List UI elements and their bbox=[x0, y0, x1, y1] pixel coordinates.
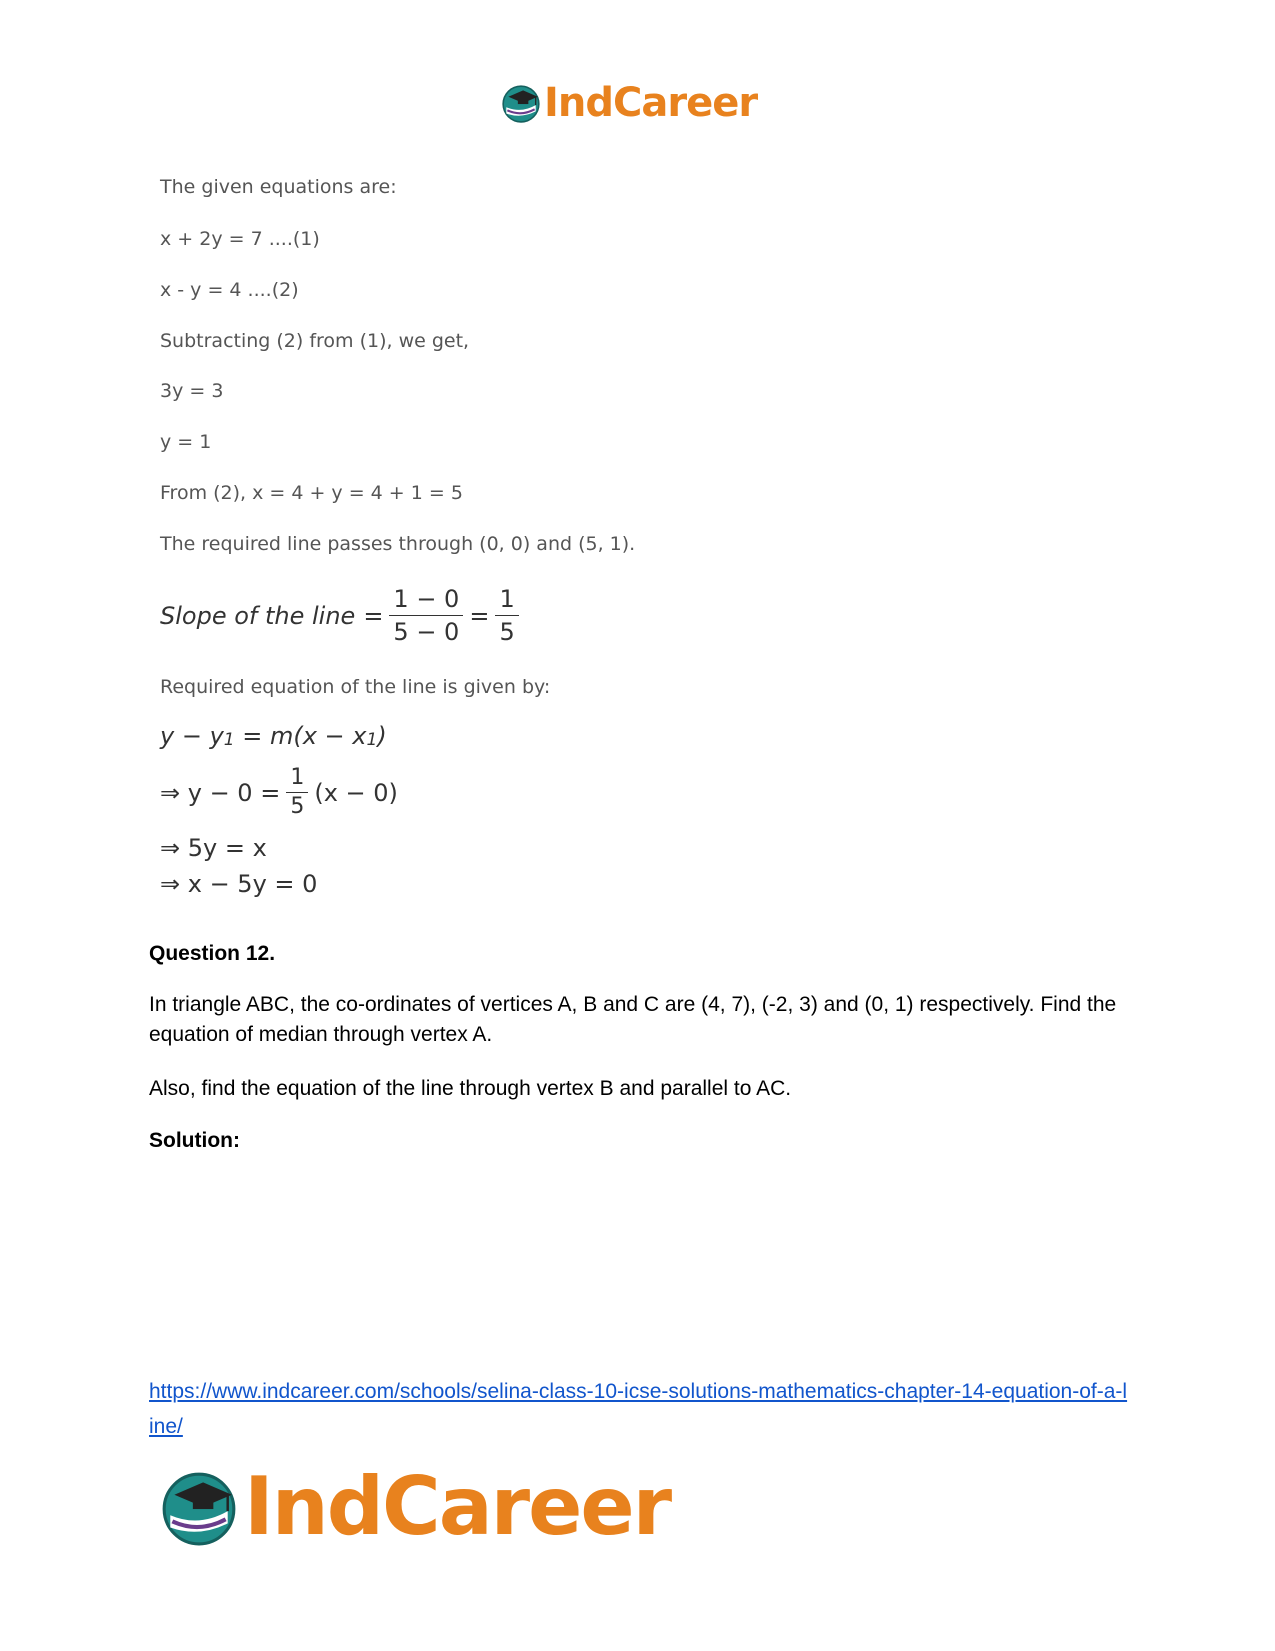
equals-sign: = bbox=[363, 601, 384, 630]
graduation-cap-book-globe-icon bbox=[500, 82, 542, 124]
step-required-equation: Required equation of the line is given by: bbox=[160, 676, 551, 698]
derivation-text: = m(x − x bbox=[234, 722, 367, 750]
derivation-line-2 bbox=[160, 766, 398, 819]
fraction-denominator: 5 − 0 bbox=[393, 618, 460, 646]
question-text-2: Also, find the equation of the line through vertex B and parallel to AC. bbox=[149, 1077, 792, 1100]
derivation-text: ) bbox=[377, 722, 387, 750]
step-y: y = 1 bbox=[160, 431, 212, 453]
derivation-text: y − y bbox=[160, 722, 224, 750]
question-text-1: In triangle ABC, the co-ordinates of vertices A, B and C are (4, 7), (-2, 3) and (0, 1) respectively. Find the equation of median through vertex A. bbox=[149, 993, 1117, 1046]
header-logo bbox=[500, 78, 757, 128]
equals-sign: = bbox=[469, 601, 490, 630]
fraction-denominator: 5 bbox=[499, 618, 515, 646]
step-points: The required line passes through (0, 0) and (5, 1). bbox=[160, 533, 636, 555]
slope-fraction-2 bbox=[495, 585, 518, 646]
derivation-fraction bbox=[286, 766, 308, 819]
question-heading: Question 12. bbox=[149, 942, 276, 965]
fraction-numerator: 1 − 0 bbox=[389, 585, 463, 616]
derivation-text: (x − 0) bbox=[314, 778, 398, 807]
derivation-line-3: ⇒ 5y = x bbox=[160, 834, 267, 862]
slope-label: Slope of the line bbox=[160, 601, 356, 630]
graduation-cap-book-globe-icon bbox=[158, 1466, 240, 1548]
source-url-link[interactable]: https://www.indcareer.com/schools/selina-class-10-icse-solutions-mathematics-chapter-14-equation-of-a-line/ bbox=[149, 1380, 1128, 1438]
fraction-numerator: 1 bbox=[495, 585, 518, 616]
slope-fraction-1 bbox=[389, 585, 463, 646]
fraction-denominator: 5 bbox=[290, 794, 305, 819]
fraction-numerator: 1 bbox=[286, 766, 308, 793]
derivation-text: ⇒ y − 0 = bbox=[160, 778, 281, 807]
step-3y: 3y = 3 bbox=[160, 380, 224, 402]
logo-wordmark: IndCareer bbox=[244, 1460, 671, 1553]
derivation-line-4: ⇒ x − 5y = 0 bbox=[160, 870, 318, 898]
logo-wordmark: IndCareer bbox=[544, 80, 758, 126]
point-slope-form bbox=[160, 722, 387, 750]
step-x: From (2), x = 4 + y = 4 + 1 = 5 bbox=[160, 482, 463, 504]
solution-label: Solution: bbox=[149, 1129, 240, 1152]
footer-logo bbox=[158, 1462, 670, 1552]
equation-1: x + 2y = 7 ....(1) bbox=[160, 228, 320, 250]
step-subtract: Subtracting (2) from (1), we get, bbox=[160, 330, 470, 352]
solution-intro: The given equations are: bbox=[160, 176, 397, 198]
subscript: 1 bbox=[223, 730, 235, 750]
subscript: 1 bbox=[366, 730, 378, 750]
slope-formula bbox=[160, 585, 525, 646]
equation-2: x - y = 4 ....(2) bbox=[160, 279, 299, 301]
